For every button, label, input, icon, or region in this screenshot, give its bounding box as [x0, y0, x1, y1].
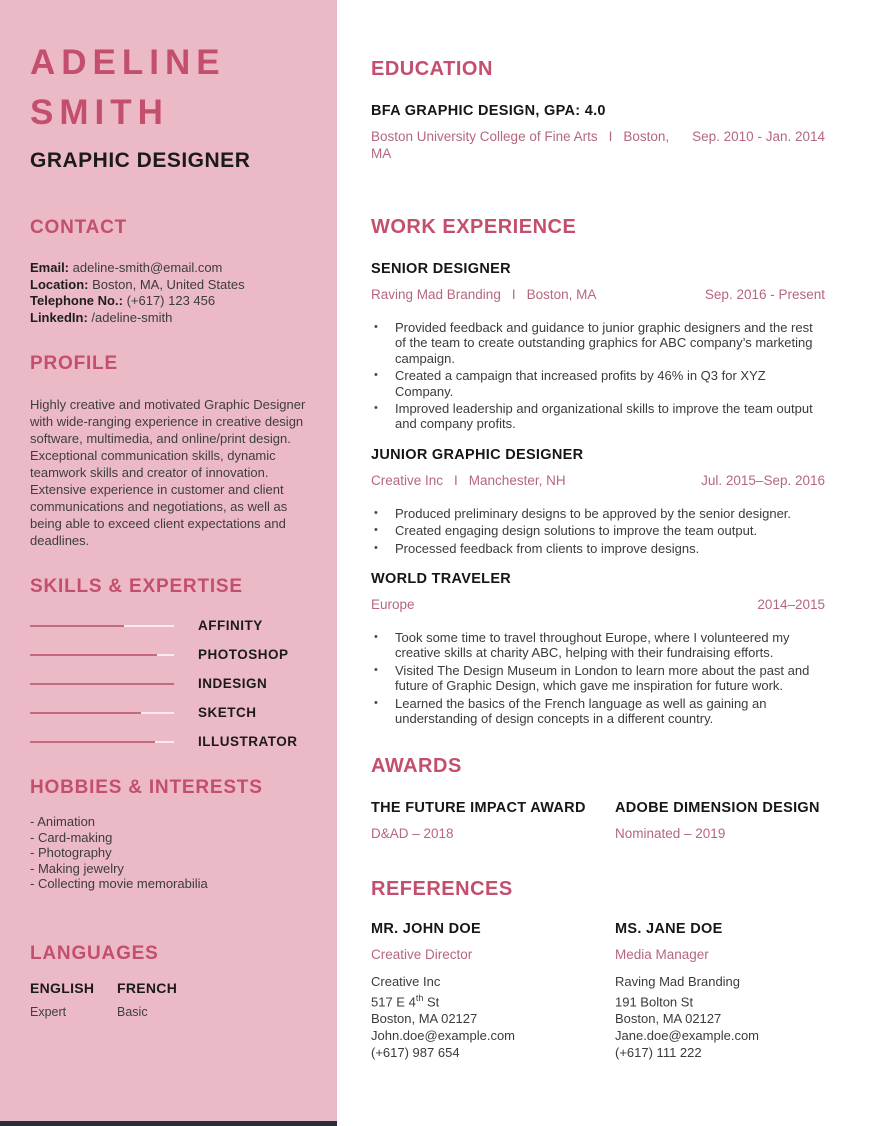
contact-item-email	[30, 260, 307, 277]
award-sub: Nominated – 2019	[615, 825, 726, 841]
skill-label: PHOTOSHOP	[198, 647, 289, 662]
bullet-list	[371, 506, 825, 556]
work-entry	[371, 446, 825, 556]
skill-row	[30, 727, 307, 756]
award-item	[615, 799, 825, 842]
street-sup: th	[415, 992, 424, 1003]
work-org-location	[371, 472, 566, 489]
contact-list	[30, 260, 307, 326]
reference-address	[615, 973, 825, 1061]
hobby-item: - Card-making	[30, 829, 113, 845]
bullet-text: Visited The Design Museum in London to learn more about the past and future of Graphic Design, which gave me inspiration for future work.	[395, 662, 810, 694]
reference-name: MR. JOHN DOE	[371, 920, 481, 937]
skill-bar-fill	[30, 683, 174, 685]
street-pre: 517 E 4	[371, 993, 416, 1009]
contact-value: adeline-smith@email.com	[72, 260, 223, 275]
work-experience-section	[371, 214, 825, 727]
hobby-item: - Collecting movie memorabilia	[30, 876, 208, 891]
language-item	[117, 980, 204, 1019]
bullet-item	[371, 541, 825, 556]
bullet-text: Produced preliminary designs to be approved by the senior designer.	[395, 505, 792, 521]
meta-separator: I	[454, 472, 458, 488]
work-meta-row	[371, 286, 825, 303]
reference-phone: (+617) 111 222	[615, 1044, 702, 1060]
language-name: FRENCH	[117, 979, 178, 996]
education-location: Boston, MA	[371, 129, 670, 161]
contact-item-linkedin	[30, 310, 307, 327]
awards-grid	[371, 799, 825, 842]
skills-list	[30, 611, 307, 756]
bullet-item	[371, 320, 825, 366]
bullet-dot: •	[374, 663, 378, 676]
work-dates: Sep. 2016 - Present	[704, 287, 825, 302]
language-level: Basic	[117, 1004, 148, 1019]
work-entry	[371, 260, 825, 432]
languages-list	[30, 980, 307, 1019]
awards-heading: AWARDS	[371, 754, 462, 777]
person-name-line1: ADELINE	[30, 43, 226, 82]
work-dates: Jul. 2015–Sep. 2016	[701, 472, 825, 488]
reference-city: Boston, MA 02127	[615, 1010, 722, 1026]
skills-heading: SKILLS & EXPERTISE	[30, 576, 243, 597]
skill-row	[30, 698, 307, 727]
references-grid	[371, 920, 825, 1061]
work-location: Manchester, NH	[468, 472, 566, 488]
contact-item-location	[30, 277, 307, 294]
references-heading: REFERENCES	[371, 877, 513, 900]
bullet-dot: •	[374, 506, 378, 519]
contact-label: Location:	[30, 276, 89, 292]
education-section	[371, 56, 825, 162]
contact-value: Boston, MA, United States	[92, 276, 245, 292]
skill-bar	[30, 625, 174, 627]
skill-bar-fill	[30, 741, 155, 743]
skill-row	[30, 611, 307, 640]
bullet-text: Created engaging design solutions to improve the team output.	[395, 523, 758, 539]
skill-bar-fill	[30, 625, 124, 627]
work-entry-title: JUNIOR GRAPHIC DESIGNER	[371, 446, 584, 463]
reference-street	[371, 990, 615, 1010]
awards-section	[371, 753, 825, 842]
job-title: GRAPHIC DESIGNER	[30, 149, 251, 172]
bullet-text: Learned the basics of the French language as well as gaining an understanding of design concepts in a different country.	[395, 695, 767, 727]
skill-bar-fill	[30, 654, 157, 656]
work-dates: 2014–2015	[757, 597, 825, 613]
bullet-item	[371, 368, 825, 399]
skill-bar	[30, 654, 174, 656]
reference-city: Boston, MA 02127	[371, 1010, 478, 1026]
hobby-item: - Photography	[30, 845, 112, 860]
skill-label: AFFINITY	[198, 618, 263, 633]
work-experience-heading: WORK EXPERIENCE	[371, 216, 577, 238]
education-dates: Sep. 2010 - Jan. 2014	[692, 129, 825, 144]
bullet-item	[371, 696, 825, 727]
reference-company: Creative Inc	[371, 973, 441, 989]
reference-phone: (+617) 987 654	[371, 1044, 460, 1060]
contact-value: (+617) 123 456	[126, 293, 216, 308]
work-org: Europe	[371, 597, 415, 613]
work-org: Creative Inc	[371, 472, 444, 488]
person-name-line2: SMITH	[30, 93, 169, 132]
work-location: Boston, MA	[526, 287, 597, 302]
bullet-dot: •	[374, 541, 378, 554]
bullet-dot: •	[374, 369, 378, 382]
skill-bar	[30, 741, 174, 743]
main-content	[337, 0, 870, 1061]
contact-heading: CONTACT	[30, 217, 128, 238]
bullet-text: Provided feedback and guidance to junior graphic designers and the rest of the team to create outstanding graphics for ABC company’s marketing campaign.	[395, 320, 813, 366]
award-title: THE FUTURE IMPACT AWARD	[371, 799, 586, 816]
bullet-dot: •	[374, 524, 378, 537]
sidebar	[0, 0, 337, 1126]
person-name	[30, 38, 307, 138]
skill-bar-fill	[30, 712, 141, 714]
education-entry-title: BFA GRAPHIC DESIGN, GPA: 4.0	[371, 103, 606, 119]
bullet-list	[371, 320, 825, 432]
work-org-location	[371, 286, 596, 303]
hobbies-list	[30, 814, 307, 892]
bullet-list	[371, 630, 825, 726]
bullet-dot: •	[374, 321, 378, 333]
bullet-dot: •	[374, 402, 378, 415]
sidebar-footer-bar	[0, 1121, 337, 1126]
bullet-text: Took some time to travel throughout Europe, where I volunteered my creative skills at charity ABC, helping with their fundraising efforts.	[395, 630, 790, 661]
contact-value: /adeline-smith	[91, 309, 173, 325]
bullet-item	[371, 523, 825, 538]
reference-email: John.doe@example.com	[371, 1027, 515, 1043]
hobby-item: - Making jewelry	[30, 860, 124, 876]
bullet-text: Improved leadership and organizational skills to improve the team output and company profits.	[395, 401, 813, 432]
language-item	[30, 980, 117, 1019]
bullet-dot: •	[374, 696, 378, 709]
hobbies-heading: HOBBIES & INTERESTS	[30, 777, 263, 798]
reference-name: MS. JANE DOE	[615, 920, 723, 937]
skill-row	[30, 640, 307, 669]
meta-separator: I	[511, 287, 516, 302]
skill-label: ILLUSTRATOR	[198, 734, 298, 749]
meta-separator: I	[608, 129, 613, 144]
education-heading: EDUCATION	[371, 58, 493, 80]
bullet-item	[371, 506, 825, 521]
languages-heading: LANGUAGES	[30, 942, 159, 964]
reference-company: Raving Mad Branding	[615, 973, 741, 989]
bullet-item	[371, 630, 825, 661]
skill-label: SKETCH	[198, 705, 257, 720]
hobby-item: - Animation	[30, 814, 96, 829]
bullet-dot: •	[374, 631, 378, 644]
reference-item	[615, 920, 825, 1061]
award-item	[371, 799, 615, 842]
work-entry	[371, 570, 825, 726]
language-name: ENGLISH	[30, 979, 95, 996]
language-level: Expert	[30, 1004, 67, 1019]
reference-email: Jane.doe@example.com	[615, 1027, 759, 1043]
work-meta-row	[371, 596, 825, 613]
contact-label: Telephone No.:	[30, 293, 123, 308]
bullet-item	[371, 663, 825, 694]
skill-row	[30, 669, 307, 698]
skill-bar	[30, 712, 174, 714]
work-meta-row	[371, 472, 825, 489]
education-org: Boston University College of Fine Arts	[371, 129, 598, 144]
profile-heading: PROFILE	[30, 353, 118, 374]
reference-street	[615, 990, 825, 1010]
bullet-item	[371, 401, 825, 432]
references-section	[371, 876, 825, 1061]
education-meta-row	[371, 128, 825, 162]
education-org-location	[371, 128, 682, 162]
work-entry-title: SENIOR DESIGNER	[371, 261, 511, 277]
work-org: Raving Mad Branding	[371, 287, 501, 302]
reference-address	[371, 973, 615, 1061]
work-entry-title: WORLD TRAVELER	[371, 571, 512, 588]
reference-item	[371, 920, 615, 1061]
contact-label: LinkedIn:	[30, 309, 88, 325]
bullet-text: Created a campaign that increased profits by 46% in Q3 for XYZ Company.	[395, 368, 766, 399]
reference-role: Creative Director	[371, 946, 473, 962]
bullet-text: Processed feedback from clients to improve designs.	[395, 540, 700, 556]
street-pre: 191 Bolton St	[615, 993, 694, 1009]
award-sub: D&AD – 2018	[371, 825, 454, 841]
contact-label: Email:	[30, 260, 70, 275]
skill-bar	[30, 683, 174, 685]
contact-item-phone	[30, 293, 307, 310]
reference-role: Media Manager	[615, 946, 709, 962]
award-title: ADOBE DIMENSION DESIGN	[615, 799, 820, 816]
street-post: St	[423, 993, 440, 1009]
skill-label: INDESIGN	[198, 676, 268, 691]
profile-text: Highly creative and motivated Graphic Designer with wide-ranging experience in creative design software, multimedia, and online/print design. Exceptional communication skills, dynamic teamwork skills and creator of innovation. Extensive experience in customer and client communications and negotiations, as well as being able to exceed client expectations and deadlines.	[30, 397, 306, 548]
